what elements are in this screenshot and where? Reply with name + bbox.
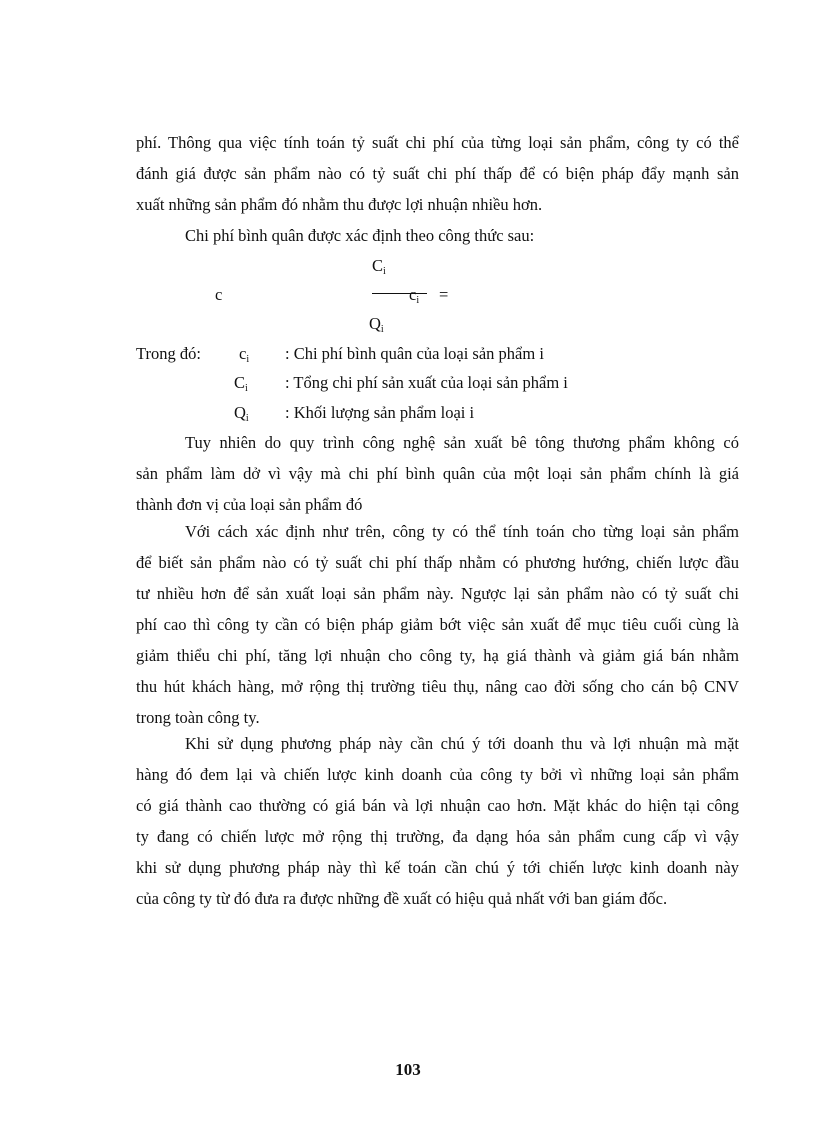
legend-description: : Tổng chi phí sản xuất của loại sản phẩm i — [285, 373, 568, 392]
text-line: đánh giá được sản phẩm nào có tỷ suất chi phí thấp để có biện pháp đẩy mạnh sản — [136, 164, 739, 183]
text-line: ty đang có chiến lược mở rộng thị trường, đa dạng hóa sản phẩm cung cấp vì vậy — [136, 827, 739, 846]
text-line: tư nhiều hơn để sản xuất loại sản phẩm này. Ngược lại sản phẩm nào có tỷ suất chi — [136, 584, 739, 603]
formula-equals: = — [439, 285, 449, 304]
page-number: 103 — [395, 1060, 421, 1079]
text-line: thu hút khách hàng, mở rộng thị trường tiêu thụ, nâng cao đời sống cho cán bộ CNV — [136, 677, 739, 696]
text-line: Tuy nhiên do quy trình công nghệ sản xuất bê tông thương phẩm không có — [185, 433, 739, 452]
formula-middle-symbol: $c_i$ — [409, 285, 420, 306]
text-line: Với cách xác định như trên, công ty có thể tính toán cho từng loại sản phẩm — [185, 522, 739, 541]
text-line: thành đơn vị của loại sản phẩm đó — [136, 495, 363, 514]
legend-symbol: $C_i$ — [234, 373, 248, 394]
text-line: Khi sử dụng phương pháp này cần chú ý tới doanh thu và lợi nhuận mà mặt — [185, 734, 739, 753]
text-line: xuất những sản phẩm đó nhằm thu được lợi nhuận nhiều hơn. — [136, 195, 543, 214]
text-line: hàng đó đem lại và chiến lược kinh doanh của công ty bởi vì những loại sản phẩm — [136, 765, 739, 784]
text-line: có giá thành cao thường có giá bán và lợi nhuận cao hơn. Mặt khác do hiện tại công — [136, 796, 739, 815]
text-line: giảm thiểu chi phí, tăng lợi nhuận cho công ty, hạ giá thành và giảm giá bán nhằm — [136, 646, 739, 665]
formula-denominator: $Q_i$ — [369, 314, 384, 335]
text-line: phí cao thì công ty cần có biện pháp giảm bớt việc sản xuất để mục tiêu cuối cùng là — [136, 615, 739, 634]
text-line: để biết sản phẩm nào có tỷ suất chi phí thấp nhằm có phương hướng, chiến lược đầu — [136, 553, 739, 572]
legend-symbol: $Q_i$ — [234, 403, 249, 424]
legend-description: : Khối lượng sản phẩm loại i — [285, 403, 475, 422]
text-line: khi sử dụng phương pháp này thì kế toán cần chú ý tới chiến lược kinh doanh này — [136, 858, 739, 877]
formula-numerator: $C_i$ — [372, 256, 386, 277]
formula-left-symbol: c — [215, 285, 223, 304]
legend-intro: Trong đó: — [136, 344, 201, 363]
text-line: của công ty từ đó đưa ra được những đề xuất có hiệu quả nhất với ban giám đốc. — [136, 889, 668, 908]
text-line: phí. Thông qua việc tính toán tỷ suất chi phí của từng loại sản phẩm, công ty có thể — [136, 133, 739, 152]
formula-intro: Chi phí bình quân được xác định theo công thức sau: — [185, 226, 535, 245]
legend-symbol: $c_i$ — [239, 344, 250, 365]
text-line: sản phẩm làm dở vì vậy mà chi phí bình quân của một loại sản phẩm chính là giá — [136, 464, 739, 483]
text-line: trong toàn công ty. — [136, 708, 260, 727]
legend-description: : Chi phí bình quân của loại sản phẩm i — [285, 344, 544, 363]
